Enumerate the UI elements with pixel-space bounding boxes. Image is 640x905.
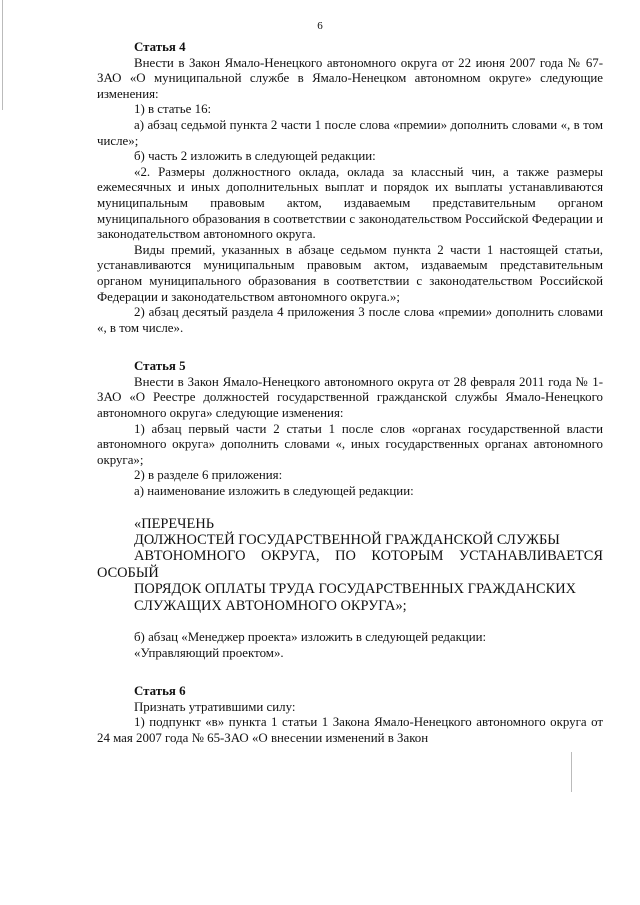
scan-edge-mark [2,0,3,110]
list-title-line: ПОРЯДОК ОПЛАТЫ ТРУДА ГОСУДАРСТВЕННЫХ ГРАЖДАНСКИХ [134,581,576,598]
article-4-quoted-part-2: «2. Размеры должностного оклада, оклада за классный чин, а также размеры ежемесячных и иных дополнительных выплат и порядок их выплаты устанавливаются муниципальным правовым актом, издаваемым представительным органом муниципального образования в соответствии с законодательством Российской Федерации и законодательством автономного округа. [97,164,603,242]
article-5-intro: Внести в Закон Ямало-Ненецкого автономного округа от 28 февраля 2011 года № 1-ЗАО «О Реестре должностей государственной гражданской службы Ямало-Ненецкого автономного округа» следующие изменения: [97,374,603,421]
list-title-line: «ПЕРЕЧЕНЬ [134,515,214,532]
page-number: 6 [317,20,323,32]
article-4-item-2: 2) абзац десятый раздела 4 приложения 3 после слова «премии» дополнить словами «, в том числе». [97,305,603,335]
list-title-block [97,516,603,614]
article-5-item-2b: б) абзац «Менеджер проекта» изложить в следующей редакции: [134,630,487,645]
article-4-bonus-types: Виды премий, указанных в абзаце седьмом пункта 2 части 1 настоящей статьи, устанавливаются муниципальным правовым актом, издаваемым представительным органом муниципального образования в соответствии с законодательством Российской Федерации и законодательством автономного округа.»; [97,242,603,304]
article-4-intro: Внести в Закон Ямало-Ненецкого автономного округа от 22 июня 2007 года № 67-ЗАО «О муниципальной службе в Ямало-Ненецком автономном округе» следующие изменения: [97,55,603,101]
article-5-item-1: 1) абзац первый части 2 статьи 1 после слов «органах государственной власти автономного округа» дополнить словами «, иных государственных органах автономного округа»; [97,421,603,467]
list-title-line: СЛУЖАЩИХ АВТОНОМНОГО ОКРУГА»; [134,597,407,614]
article-6-intro: Признать утратившими силу: [134,699,296,714]
article-5-item-2: 2) в разделе 6 приложения: [134,468,283,483]
article-5-heading: Статья 5 [134,359,186,374]
article-6-item-1: 1) подпункт «в» пункта 1 статьи 1 Закона Ямало-Ненецкого автономного округа от 24 мая 2007 года № 65-ЗАО «О внесении изменений в Закон [97,715,603,746]
article-4-item-1b: б) часть 2 изложить в следующей редакции: [134,149,376,164]
article-4-item-1: 1) в статье 16: [134,102,212,117]
article-5-new-title: «Управляющий проектом». [134,645,284,660]
scan-margin-mark [571,752,572,792]
article-4-item-1a: а) абзац седьмой пункта 2 части 1 после слова «премии» дополнить словами «, в том числе»; [97,117,603,148]
article-4-heading: Статья 4 [134,40,186,54]
article-6-heading: Статья 6 [134,684,186,699]
list-title-line: ДОЛЖНОСТЕЙ ГОСУДАРСТВЕННОЙ ГРАЖДАНСКОЙ СЛУЖБЫ [134,532,560,549]
list-title-line: АВТОНОМНОГО ОКРУГА, ПО КОТОРЫМ УСТАНАВЛИВАЕТСЯ ОСОБЫЙ [97,548,603,581]
article-5-item-2a: а) наименование изложить в следующей редакции: [134,484,414,499]
document-body [97,40,603,747]
